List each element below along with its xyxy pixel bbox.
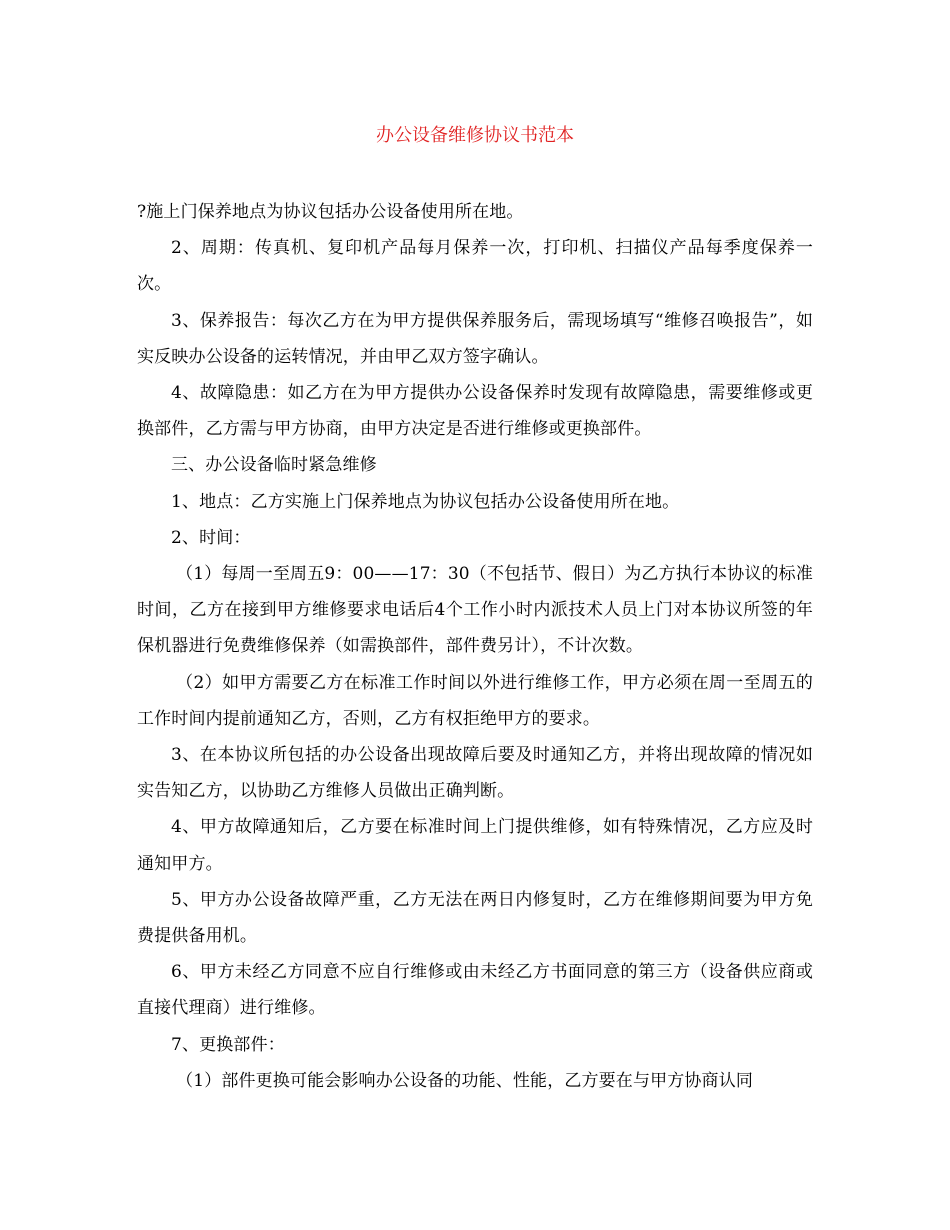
section-heading-emergency-repair: 三、办公设备临时紧急维修 bbox=[171, 455, 377, 476]
paragraph-location: 1、地点：乙方实施上门保养地点为协议包括办公设备使用所在地。 bbox=[171, 491, 680, 512]
paragraph-standard-time: （1）每周一至周五9：00——17：30（不包括节、假日）为乙方执行本协议的标准时间，乙方在接到甲方维修要求电话后4个工作小时内派技术人员上门对本协议所签的年保机器进行免费维修保养（如需换部件，部件费另计），不计次数。 bbox=[137, 564, 813, 657]
document-title: 办公设备维修协议书范本 bbox=[376, 125, 574, 146]
paragraph-onsite-repair: 4、甲方故障通知后，乙方要在标准时间上门提供维修，如有特殊情况，乙方应及时通知甲方。 bbox=[137, 817, 813, 874]
paragraph-replace-parts: 7、更换部件： bbox=[171, 1034, 285, 1055]
paragraph-time: 2、时间： bbox=[171, 527, 251, 548]
document-body bbox=[137, 194, 813, 1099]
paragraph-maintenance-cycle: 2、周期：传真机、复印机产品每月保养一次，打印机、扫描仪产品每季度保养一次。 bbox=[137, 238, 813, 295]
paragraph-maintenance-report: 3、保养报告：每次乙方在为甲方提供保养服务后，需现场填写“维修召唤报告”，如实反映办公设备的运转情况，并由甲乙双方签字确认。 bbox=[137, 310, 813, 367]
paragraph-third-party-repair: 6、甲方未经乙方同意不应自行维修或由未经乙方书面同意的第三方（设备供应商或直接代理商）进行维修。 bbox=[137, 962, 813, 1019]
paragraph-fault-hazard: 4、故障隐患：如乙方在为甲方提供办公设备保养时发现有故障隐患，需要维修或更换部件，乙方需与甲方协商，由甲方决定是否进行维修或更换部件。 bbox=[137, 383, 813, 440]
paragraph-fault-notification: 3、在本协议所包括的办公设备出现故障后要及时通知乙方，并将出现故障的情况如实告知乙方，以协助乙方维修人员做出正确判断。 bbox=[137, 745, 813, 802]
paragraph-continuation: ?施上门保养地点为协议包括办公设备使用所在地。 bbox=[137, 202, 524, 222]
paragraph-overtime-request: （2）如甲方需要乙方在标准工作时间以外进行维修工作，甲方必须在周一至周五的工作时间内提前通知乙方，否则，乙方有权拒绝甲方的要求。 bbox=[137, 672, 813, 729]
paragraph-parts-impact: （1）部件更换可能会影响办公设备的功能、性能，乙方要在与甲方协商认同 bbox=[176, 1070, 754, 1091]
paragraph-backup-machine: 5、甲方办公设备故障严重，乙方无法在两日内修复时，乙方在维修期间要为甲方免费提供备用机。 bbox=[137, 889, 813, 947]
